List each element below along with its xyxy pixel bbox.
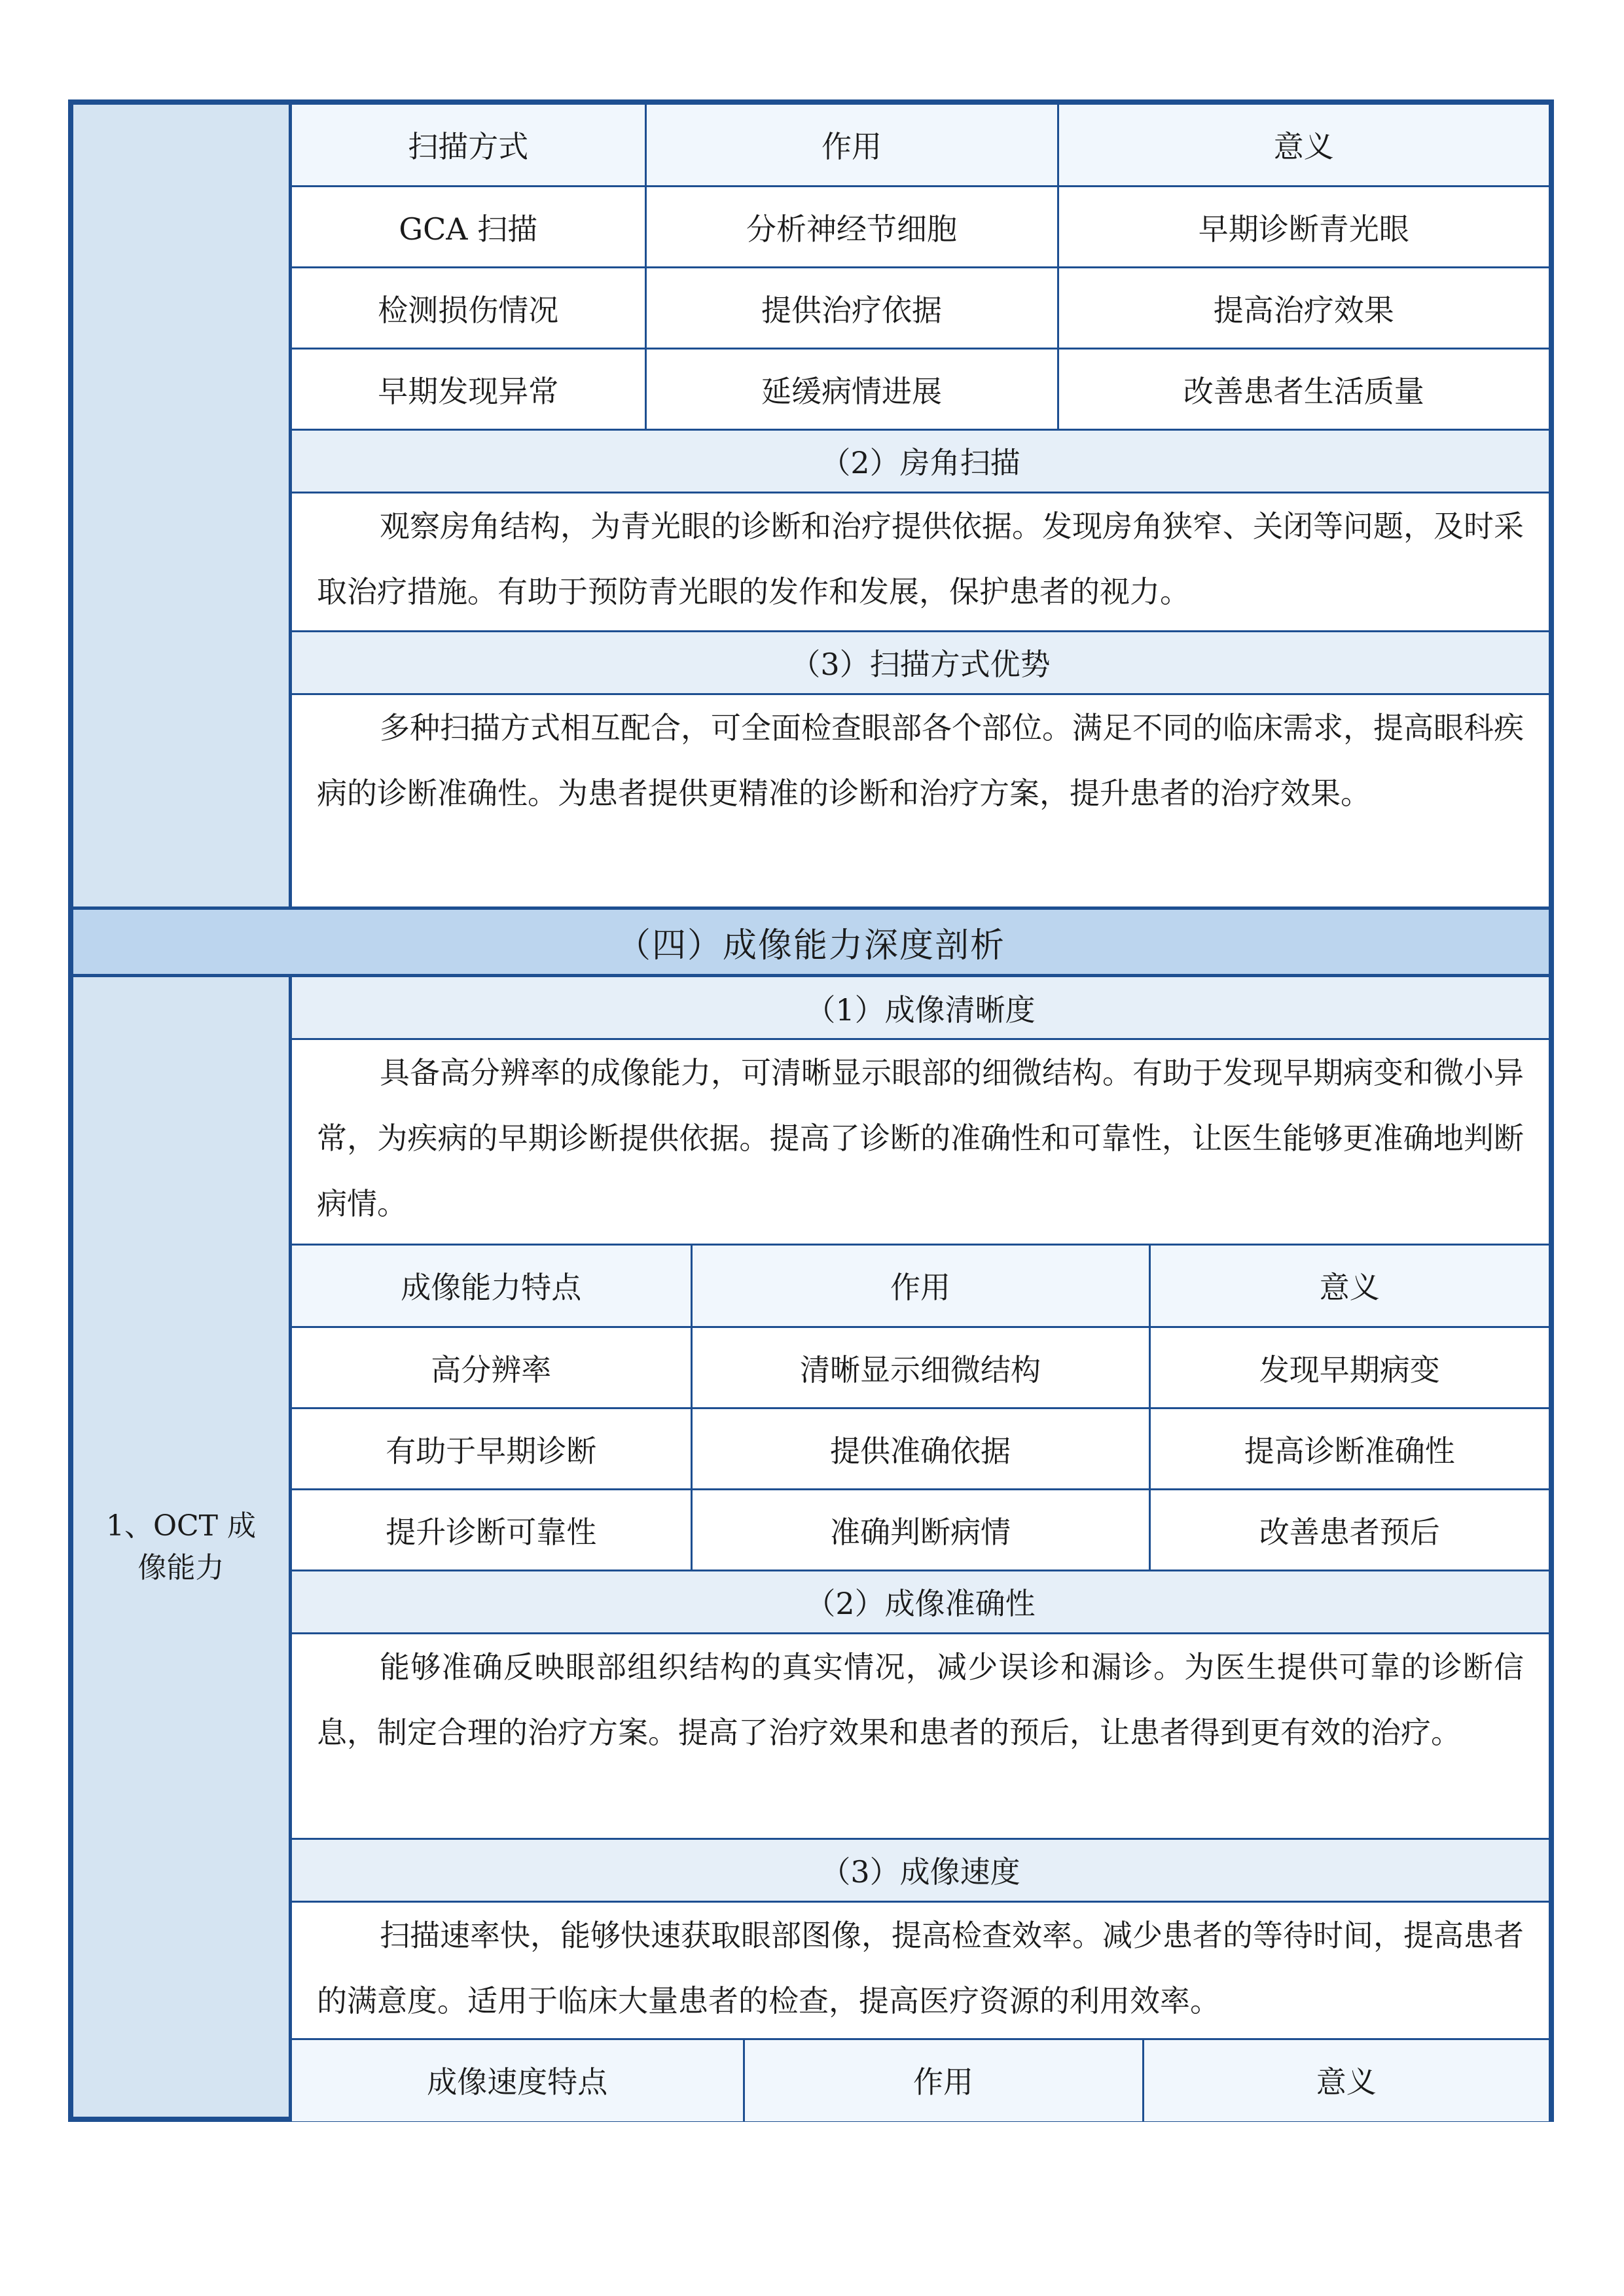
lower-content <box>292 977 1549 2121</box>
upper-content <box>292 105 1549 905</box>
clarity-paragraph: 具备高分辨率的成像能力，可清晰显示眼部的细微结构。有助于发现早期病变和微小异常，为疾病的早期诊断提供依据。提高了诊断的准确性和可靠性，让医生能够更准确地判断病情。 <box>292 1040 1549 1246</box>
clarity-table <box>292 1246 1549 1571</box>
table-header-cell: 意义 <box>1058 105 1549 186</box>
angle-scan-heading: （2）房角扫描 <box>292 431 1549 493</box>
accuracy-heading: （2）成像准确性 <box>292 1571 1549 1634</box>
table-header-cell: 作用 <box>691 1246 1149 1327</box>
angle-scan-paragraph: 观察房角结构，为青光眼的诊断和治疗提供依据。发现房角狭窄、关闭等问题，及时采取治疗措施。有助于预防青光眼的发作和发展，保护患者的视力。 <box>292 493 1549 632</box>
table-cell: 发现早期病变 <box>1149 1327 1549 1408</box>
table-row <box>292 1489 1549 1570</box>
clarity-heading: （1）成像清晰度 <box>292 977 1549 1040</box>
table-cell: 提升诊断可靠性 <box>292 1489 691 1570</box>
table-header-row <box>292 105 1549 186</box>
table-row <box>292 186 1549 267</box>
table-header-row <box>292 1246 1549 1327</box>
table-cell: 分析神经节细胞 <box>645 186 1058 267</box>
table-row <box>292 348 1549 429</box>
table-header-cell: 成像能力特点 <box>292 1246 691 1327</box>
table-cell: 延缓病情进展 <box>645 348 1058 429</box>
row-label: 1、OCT 成像能力 <box>105 1509 257 1585</box>
left-column-top <box>73 105 292 906</box>
table-header-cell: 作用 <box>744 2040 1143 2121</box>
table-cell: 高分辨率 <box>292 1327 691 1408</box>
table-cell: 有助于早期诊断 <box>292 1408 691 1489</box>
table-header-cell: 意义 <box>1149 1246 1549 1327</box>
table-row <box>292 267 1549 348</box>
scan-method-table <box>292 105 1549 431</box>
table-cell: 清晰显示细微结构 <box>691 1327 1149 1408</box>
table-row <box>292 1408 1549 1489</box>
table-cell: 改善患者生活质量 <box>1058 348 1549 429</box>
table-header-row <box>292 2040 1549 2121</box>
table-cell: 早期诊断青光眼 <box>1058 186 1549 267</box>
scan-advantage-paragraph: 多种扫描方式相互配合，可全面检查眼部各个部位。满足不同的临床需求，提高眼科疾病的诊断准确性。为患者提供更精准的诊断和治疗方案，提升患者的治疗效果。 <box>292 695 1549 905</box>
scan-advantage-heading: （3）扫描方式优势 <box>292 632 1549 695</box>
speed-heading: （3）成像速度 <box>292 1840 1549 1903</box>
table-header-cell: 作用 <box>645 105 1058 186</box>
table-row <box>292 1327 1549 1408</box>
section-title: （四）成像能力深度剖析 <box>73 906 1549 977</box>
accuracy-paragraph: 能够准确反映眼部组织结构的真实情况，减少误诊和漏诊。为医生提供可靠的诊断信息，制定合理的治疗方案。提高了治疗效果和患者的预后，让患者得到更有效的治疗。 <box>292 1634 1549 1840</box>
table-cell: 提高治疗效果 <box>1058 267 1549 348</box>
table-cell: 准确判断病情 <box>691 1489 1149 1570</box>
speed-paragraph: 扫描速率快，能够快速获取眼部图像，提高检查效率。减少患者的等待时间，提高患者的满意度。适用于临床大量患者的检查，提高医疗资源的利用效率。 <box>292 1903 1549 2040</box>
table-header-cell: 意义 <box>1143 2040 1549 2121</box>
table-cell: 提供治疗依据 <box>645 267 1058 348</box>
table-cell: 提供准确依据 <box>691 1408 1149 1489</box>
table-header-cell: 扫描方式 <box>292 105 645 186</box>
table-cell: 检测损伤情况 <box>292 267 645 348</box>
document-frame <box>68 99 1554 2122</box>
table-cell: 改善患者预后 <box>1149 1489 1549 1570</box>
table-cell: GCA 扫描 <box>292 186 645 267</box>
left-column-bottom <box>73 977 292 2117</box>
table-cell: 提高诊断准确性 <box>1149 1408 1549 1489</box>
table-header-cell: 成像速度特点 <box>292 2040 744 2121</box>
table-cell: 早期发现异常 <box>292 348 645 429</box>
speed-table <box>292 2040 1549 2121</box>
